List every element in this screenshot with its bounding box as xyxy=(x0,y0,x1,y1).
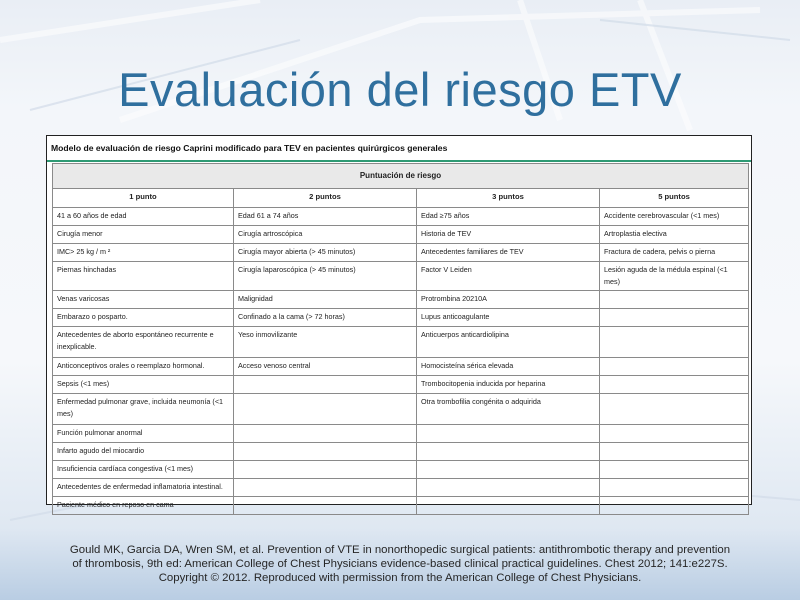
table-cell: Yeso inmovilizante xyxy=(234,327,417,358)
table-cell: Cirugía artroscópica xyxy=(234,226,417,244)
table-row xyxy=(53,497,749,515)
table-cell: Embarazo o posparto. xyxy=(53,309,234,327)
table-cell xyxy=(600,479,749,497)
table-cell: Homocisteína sérica elevada xyxy=(417,358,600,376)
caprini-table-card xyxy=(46,135,752,509)
table-cell: Edad ≥75 años xyxy=(417,208,600,226)
table-cell: Anticuerpos anticardiolipina xyxy=(417,327,600,358)
table-cell xyxy=(234,479,417,497)
table-cell: Fractura de cadera, pelvis o pierna xyxy=(600,244,749,262)
table-cell xyxy=(234,425,417,443)
table-cell: Confinado a la cama (> 72 horas) xyxy=(234,309,417,327)
table-cell: Paciente médico en reposo en cama xyxy=(53,497,234,515)
table-cell: Anticonceptivos orales o reemplazo hormonal. xyxy=(53,358,234,376)
table-row xyxy=(53,376,749,394)
risk-score-group-header: Puntuación de riesgo xyxy=(53,164,749,189)
table-cell xyxy=(600,394,749,425)
table-cell xyxy=(417,443,600,461)
column-header-2-points: 2 puntos xyxy=(234,189,417,208)
table-cell xyxy=(234,461,417,479)
caprini-risk-table xyxy=(52,163,749,515)
table-cell xyxy=(234,443,417,461)
table-cell: Venas varicosas xyxy=(53,291,234,309)
table-row xyxy=(53,425,749,443)
slide-title: Evaluación del riesgo ETV xyxy=(118,63,682,116)
table-row xyxy=(53,309,749,327)
table-cell: Trombocitopenia inducida por heparina xyxy=(417,376,600,394)
table-cell xyxy=(600,309,749,327)
table-row xyxy=(53,291,749,309)
table-cell: Antecedentes de enfermedad inflamatoria intestinal. xyxy=(53,479,234,497)
table-cell xyxy=(417,479,600,497)
table-cell: Antecedentes de aborto espontáneo recurrente e inexplicable. xyxy=(53,327,234,358)
table-cell: Piernas hinchadas xyxy=(53,262,234,291)
table-cell: Cirugía menor xyxy=(53,226,234,244)
table-cell: IMC> 25 kg / m ² xyxy=(53,244,234,262)
table-row xyxy=(53,262,749,291)
table-cell: 41 a 60 años de edad xyxy=(53,208,234,226)
table-row xyxy=(53,394,749,425)
table-cell: Factor V Leiden xyxy=(417,262,600,291)
table-cell: Lesión aguda de la médula espinal (<1 mes) xyxy=(600,262,749,291)
table-heading: Modelo de evaluación de riesgo Caprini modificado para TEV en pacientes quirúrgicos generales xyxy=(47,136,751,162)
table-cell: Artroplastia electiva xyxy=(600,226,749,244)
table-row xyxy=(53,443,749,461)
column-header-3-points: 3 puntos xyxy=(417,189,600,208)
citation-line: of thrombosis, 9th ed: American College of Chest Physicians evidence-based clinical practical guidelines. Chest 2012; 141:e227S. xyxy=(72,558,728,570)
table-row xyxy=(53,461,749,479)
table-cell xyxy=(234,394,417,425)
table-cell xyxy=(600,291,749,309)
table-cell: Edad 61 a 74 años xyxy=(234,208,417,226)
column-header-5-points: 5 puntos xyxy=(600,189,749,208)
table-row xyxy=(53,244,749,262)
table-cell xyxy=(600,497,749,515)
table-cell xyxy=(234,497,417,515)
table-cell xyxy=(600,376,749,394)
table-cell: Accidente cerebrovascular (<1 mes) xyxy=(600,208,749,226)
copyright-line: Copyright © 2012. Reproduced with permission from the American College of Chest Physicians. xyxy=(158,572,642,584)
table-cell: Otra trombofilia congénita o adquirida xyxy=(417,394,600,425)
table-row xyxy=(53,358,749,376)
table-cell xyxy=(600,358,749,376)
table-cell: Insuficiencia cardíaca congestiva (<1 mes) xyxy=(53,461,234,479)
table-cell: Malignidad xyxy=(234,291,417,309)
table-cell xyxy=(417,425,600,443)
table-cell xyxy=(234,376,417,394)
table-cell: Función pulmonar anormal xyxy=(53,425,234,443)
table-cell xyxy=(600,443,749,461)
citation-line: Gould MK, Garcia DA, Wren SM, et al. Prevention of VTE in nonorthopedic surgical patients: antithrombotic therapy and prevention xyxy=(69,544,731,556)
table-cell: Enfermedad pulmonar grave, incluida neumonía (<1 mes) xyxy=(53,394,234,425)
citation-footnote xyxy=(50,543,750,585)
table-row xyxy=(53,327,749,358)
table-cell: Acceso venoso central xyxy=(234,358,417,376)
column-header-1-point: 1 punto xyxy=(53,189,234,208)
table-cell xyxy=(600,327,749,358)
table-cell: Lupus anticoagulante xyxy=(417,309,600,327)
table-cell xyxy=(600,461,749,479)
table-cell: Infarto agudo del miocardio xyxy=(53,443,234,461)
table-cell: Cirugía mayor abierta (> 45 minutos) xyxy=(234,244,417,262)
table-row xyxy=(53,208,749,226)
table-row xyxy=(53,226,749,244)
table-cell xyxy=(600,425,749,443)
table-cell: Protrombina 20210A xyxy=(417,291,600,309)
table-cell: Cirugía laparoscópica (> 45 minutos) xyxy=(234,262,417,291)
table-cell xyxy=(417,461,600,479)
table-cell: Historia de TEV xyxy=(417,226,600,244)
table-cell: Antecedentes familiares de TEV xyxy=(417,244,600,262)
table-row xyxy=(53,479,749,497)
table-cell: Sepsis (<1 mes) xyxy=(53,376,234,394)
table-cell xyxy=(417,497,600,515)
